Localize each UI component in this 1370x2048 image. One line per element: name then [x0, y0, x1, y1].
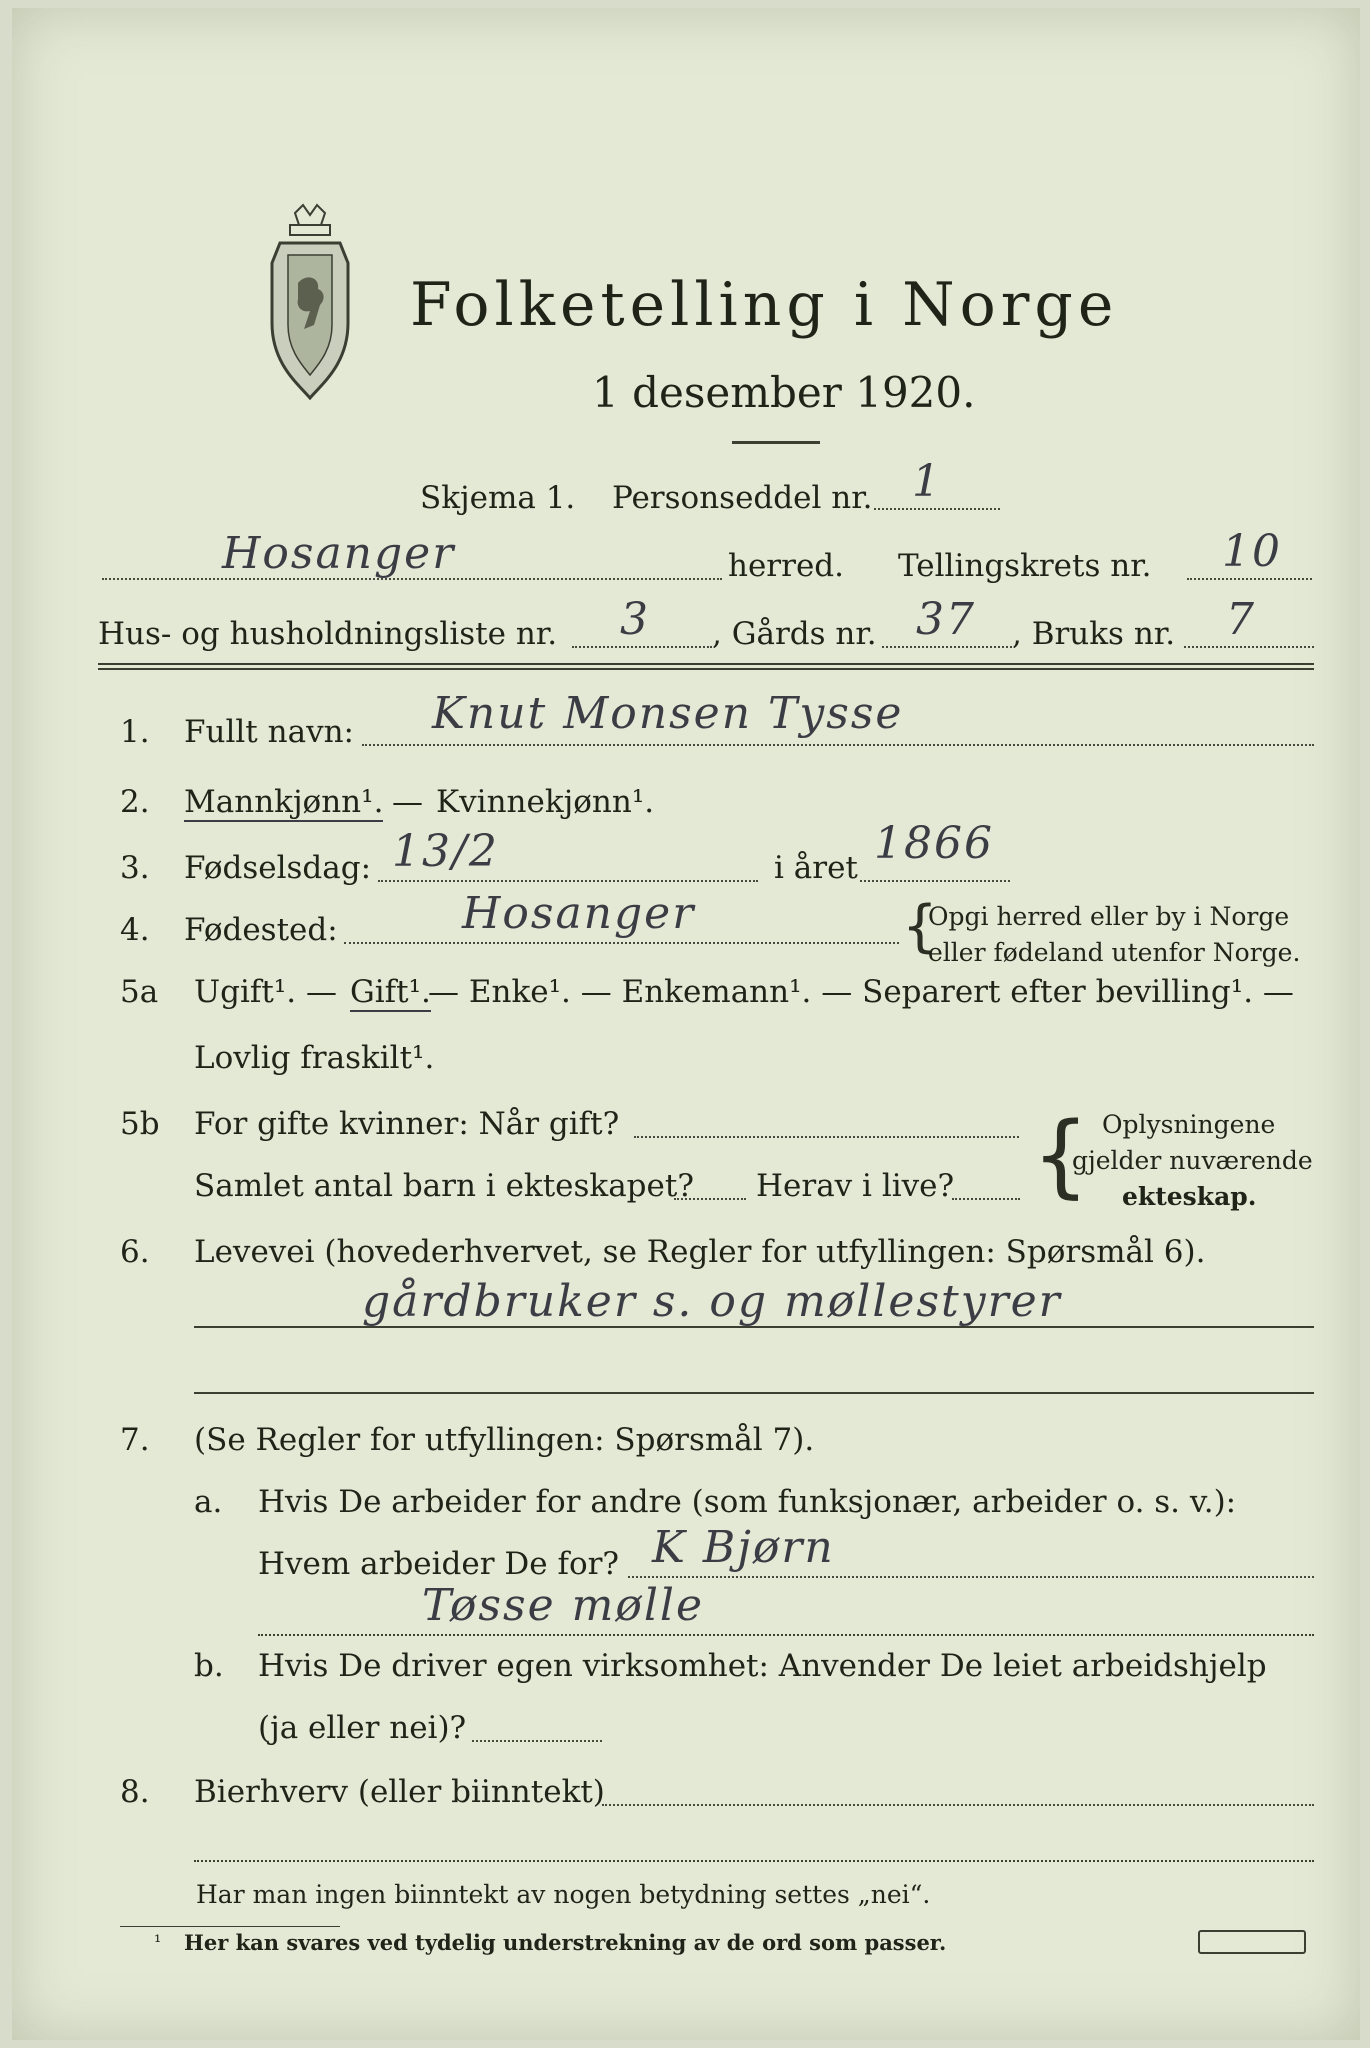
tellingskrets-line: [1187, 578, 1312, 580]
q7a-question: Hvem arbeider De for?: [258, 1546, 620, 1582]
herred-value[interactable]: Hosanger: [222, 528, 456, 579]
q8-line-2: [194, 1860, 1314, 1862]
personseddel-label: Personseddel nr.: [612, 480, 873, 516]
q6-number: 6.: [120, 1234, 150, 1270]
q3-day-line: [378, 880, 758, 882]
census-form-page: [12, 8, 1360, 2040]
title-divider: [732, 441, 820, 444]
husliste-label: Hus- og husholdningsliste nr.: [98, 616, 558, 652]
q5a-fraskilt-option[interactable]: Lovlig fraskilt¹.: [194, 1040, 435, 1076]
header-divider-1: [98, 663, 1314, 665]
q8-line-1: [602, 1804, 1314, 1806]
husliste-value[interactable]: 3: [620, 594, 650, 645]
q2-female-option[interactable]: Kvinnekjønn¹.: [436, 784, 655, 820]
census-date: 1 desember 1920.: [592, 368, 976, 417]
q5b-alive-line: [952, 1198, 1020, 1200]
q5a-ugift-option[interactable]: Ugift¹. —: [194, 974, 337, 1010]
q1-label: Fullt navn:: [184, 714, 354, 750]
skjema-label: Skjema 1.: [420, 480, 576, 516]
q4-note-brace: {: [902, 894, 938, 959]
q2-male-option[interactable]: Mannkjønn¹.: [184, 784, 384, 820]
q7a-label: Hvis De arbeider for andre (som funksjonær, arbeider o. s. v.):: [258, 1484, 1237, 1520]
q7b-letter: b.: [194, 1648, 224, 1684]
q1-value[interactable]: Knut Monsen Tysse: [432, 688, 904, 739]
q5b-children-label: Samlet antal barn i ekteskapet?: [194, 1168, 694, 1204]
q5b-when-married-label: For gifte kvinner: Når gift?: [194, 1106, 620, 1142]
q5b-number: 5b: [120, 1106, 160, 1142]
q6-line-1: [194, 1326, 1314, 1328]
gards-line: [882, 646, 1012, 648]
q1-line: [362, 744, 1314, 746]
q7a-value-1[interactable]: K Bjørn: [652, 1522, 835, 1573]
husliste-line: [572, 646, 712, 648]
q7a-letter: a.: [194, 1484, 223, 1520]
q5b-when-married-line: [634, 1136, 1019, 1138]
q7-number: 7.: [120, 1422, 150, 1458]
q5a-other-options[interactable]: — Enke¹. — Enkemann¹. — Separert efter bevilling¹. —: [428, 974, 1294, 1010]
q7b-line: [472, 1740, 602, 1742]
q5b-alive-label: Herav i live?: [756, 1168, 955, 1204]
q5b-note-line2: gjelder nuværende: [1072, 1146, 1313, 1175]
q2-number: 2.: [120, 784, 150, 820]
q4-number: 4.: [120, 912, 150, 948]
q7a-value-2[interactable]: Tøsse mølle: [422, 1580, 705, 1631]
q4-note-line2: eller fødeland utenfor Norge.: [928, 938, 1301, 967]
q5a-number: 5a: [120, 974, 159, 1010]
q7a-line-2: [258, 1634, 1314, 1636]
form-title: Folketelling i Norge: [410, 270, 1119, 340]
q6-value[interactable]: gårdbruker s. og møllestyrer: [362, 1276, 1062, 1327]
q3-year-label: i året: [774, 850, 858, 886]
header-divider-2: [98, 668, 1314, 670]
coat-of-arms-emblem: [250, 203, 370, 413]
q5a-gift-option[interactable]: Gift¹.: [350, 974, 431, 1010]
q5b-children-line: [674, 1198, 746, 1200]
q8-number: 8.: [120, 1774, 150, 1810]
q3-year-line: [860, 880, 1010, 882]
q5b-note-brace: {: [1032, 1103, 1090, 1208]
q3-year-value[interactable]: 1866: [874, 818, 994, 869]
bruks-value[interactable]: 7: [1226, 594, 1256, 645]
q2-separator: —: [392, 784, 423, 820]
q3-label: Fødselsdag:: [184, 850, 372, 886]
note-text: Har man ingen biinntekt av nogen betydning settes „nei“.: [196, 1880, 931, 1909]
q4-note-line1: Opgi herred eller by i Norge: [928, 902, 1290, 931]
printer-stamp: [1198, 1930, 1306, 1954]
q4-label: Fødested:: [184, 912, 338, 948]
footnote-text: Her kan svares ved tydelig understrekning av de ord som passer.: [184, 1930, 947, 1955]
personseddel-line: [874, 508, 1000, 510]
q7b-label: Hvis De driver egen virksomhet: Anvender De leiet arbeidshjelp: [258, 1648, 1267, 1684]
herred-label: herred.: [728, 548, 844, 584]
q6-line-2: [194, 1392, 1314, 1394]
q4-line: [344, 942, 899, 944]
q5b-note-line3: ekteskap.: [1122, 1182, 1257, 1211]
q8-label: Bierhverv (eller biinntekt): [194, 1774, 605, 1810]
q6-label: Levevei (hovederhvervet, se Regler for utfyllingen: Spørsmål 6).: [194, 1234, 1206, 1270]
tellingskrets-label: Tellingskrets nr.: [898, 548, 1152, 584]
q5b-note-line1: Oplysningene: [1102, 1110, 1276, 1139]
footnote-divider: [120, 1926, 340, 1927]
gards-label: , Gårds nr.: [712, 616, 877, 652]
bruks-label: , Bruks nr.: [1012, 616, 1176, 652]
personseddel-value[interactable]: 1: [912, 456, 942, 507]
bruks-line: [1184, 646, 1314, 648]
q7a-line-1: [628, 1576, 1314, 1578]
q7b-question: (ja eller nei)?: [258, 1710, 467, 1746]
q4-value[interactable]: Hosanger: [462, 888, 696, 939]
q3-number: 3.: [120, 850, 150, 886]
tellingskrets-value[interactable]: 10: [1222, 526, 1282, 577]
q1-number: 1.: [120, 714, 150, 750]
gards-value[interactable]: 37: [916, 594, 976, 645]
q3-day-value[interactable]: 13/2: [392, 826, 499, 877]
q7-label: (Se Regler for utfyllingen: Spørsmål 7).: [194, 1422, 815, 1458]
footnote-mark: ¹: [154, 1932, 162, 1953]
